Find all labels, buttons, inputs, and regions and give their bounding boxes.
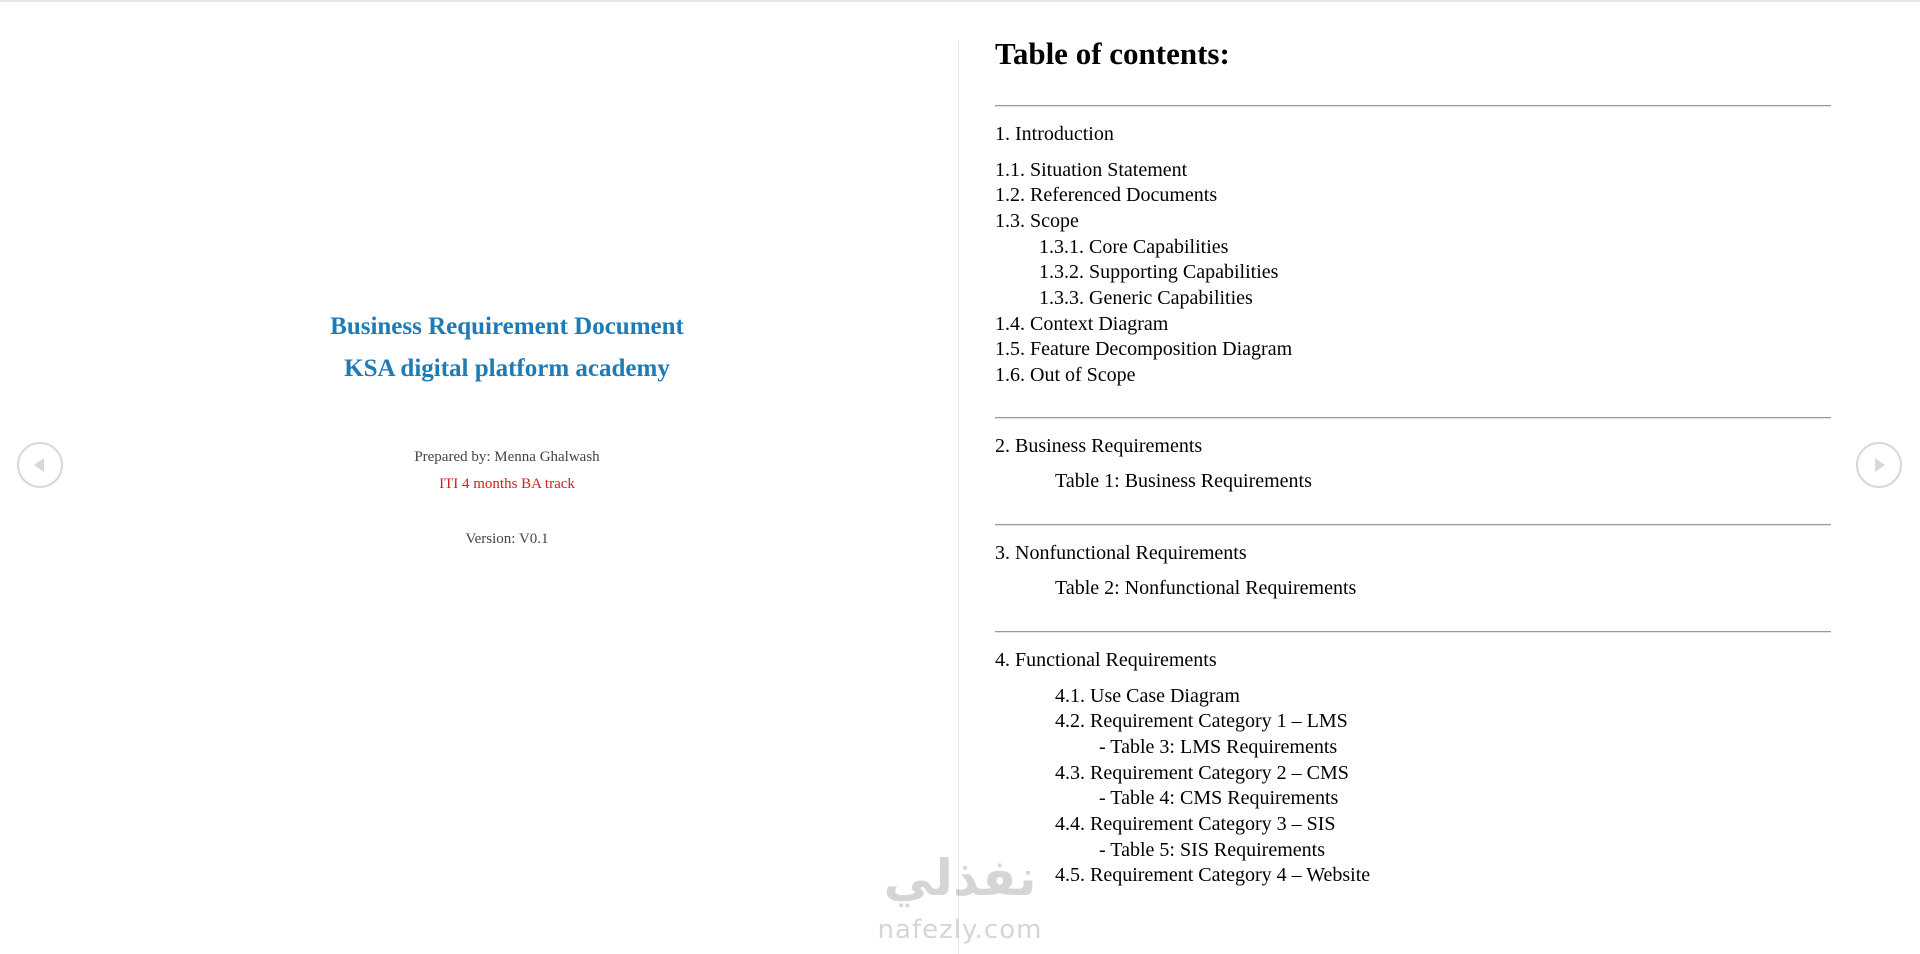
toc-item[interactable]: Table 2: Nonfunctional Requirements <box>1055 577 1357 599</box>
toc-item[interactable]: 3. Nonfunctional Requirements <box>995 542 1247 564</box>
document-title: Business Requirement Document <box>330 313 684 340</box>
toc-item[interactable]: 4.5. Requirement Category 4 – Website <box>1055 864 1371 886</box>
section-divider <box>995 105 1831 107</box>
watermark <box>850 848 1070 954</box>
toc-item[interactable]: 1.3.2. Supporting Capabilities <box>1039 261 1279 283</box>
watermark-latin: nafezly.com <box>877 915 1043 945</box>
watermark-arabic: نفذلي <box>883 849 1037 907</box>
next-page-button[interactable] <box>1856 442 1902 488</box>
toc-item[interactable]: 4.1. Use Case Diagram <box>1055 685 1240 707</box>
toc-item[interactable]: 4.2. Requirement Category 1 – LMS <box>1055 710 1348 732</box>
toc-item[interactable]: - Table 4: CMS Requirements <box>1099 787 1339 809</box>
toc-item[interactable]: 1.5. Feature Decomposition Diagram <box>995 338 1293 360</box>
previous-page-button[interactable] <box>17 442 63 488</box>
toc-item[interactable]: 2. Business Requirements <box>995 435 1203 457</box>
toc-item[interactable]: 1. Introduction <box>995 123 1114 145</box>
toc-item[interactable]: 1.4. Context Diagram <box>995 313 1169 335</box>
toc-heading: Table of contents: <box>995 36 1230 71</box>
section-divider <box>995 524 1831 526</box>
toc-item[interactable]: 1.3.3. Generic Capabilities <box>1039 287 1253 309</box>
project-title: KSA digital platform academy <box>344 355 670 382</box>
toc-page <box>960 0 1920 954</box>
prepared-by: Prepared by: Menna Ghalwash <box>414 449 600 465</box>
toc-item[interactable]: 1.3.1. Core Capabilities <box>1039 236 1229 258</box>
toc-item[interactable]: 4.4. Requirement Category 3 – SIS <box>1055 813 1336 835</box>
section-divider <box>995 417 1831 419</box>
toc-item[interactable]: 1.1. Situation Statement <box>995 159 1188 181</box>
version-label: Version: V0.1 <box>465 531 549 547</box>
cover-page <box>0 0 958 954</box>
toc-item[interactable]: Table 1: Business Requirements <box>1055 470 1312 492</box>
toc-item[interactable]: 1.6. Out of Scope <box>995 364 1136 386</box>
toc-item[interactable]: 4.3. Requirement Category 2 – CMS <box>1055 762 1349 784</box>
chevron-left-icon <box>31 456 49 474</box>
toc-item[interactable]: - Table 3: LMS Requirements <box>1099 736 1338 758</box>
section-divider <box>995 631 1831 633</box>
chevron-right-icon <box>1870 456 1888 474</box>
page-divider <box>958 40 959 954</box>
toc-item[interactable]: 1.2. Referenced Documents <box>995 184 1218 206</box>
toc-item[interactable]: - Table 5: SIS Requirements <box>1099 839 1325 861</box>
toc-item[interactable]: 1.3. Scope <box>995 210 1079 232</box>
track-label: ITI 4 months BA track <box>439 476 575 492</box>
toc-item[interactable]: 4. Functional Requirements <box>995 649 1217 671</box>
